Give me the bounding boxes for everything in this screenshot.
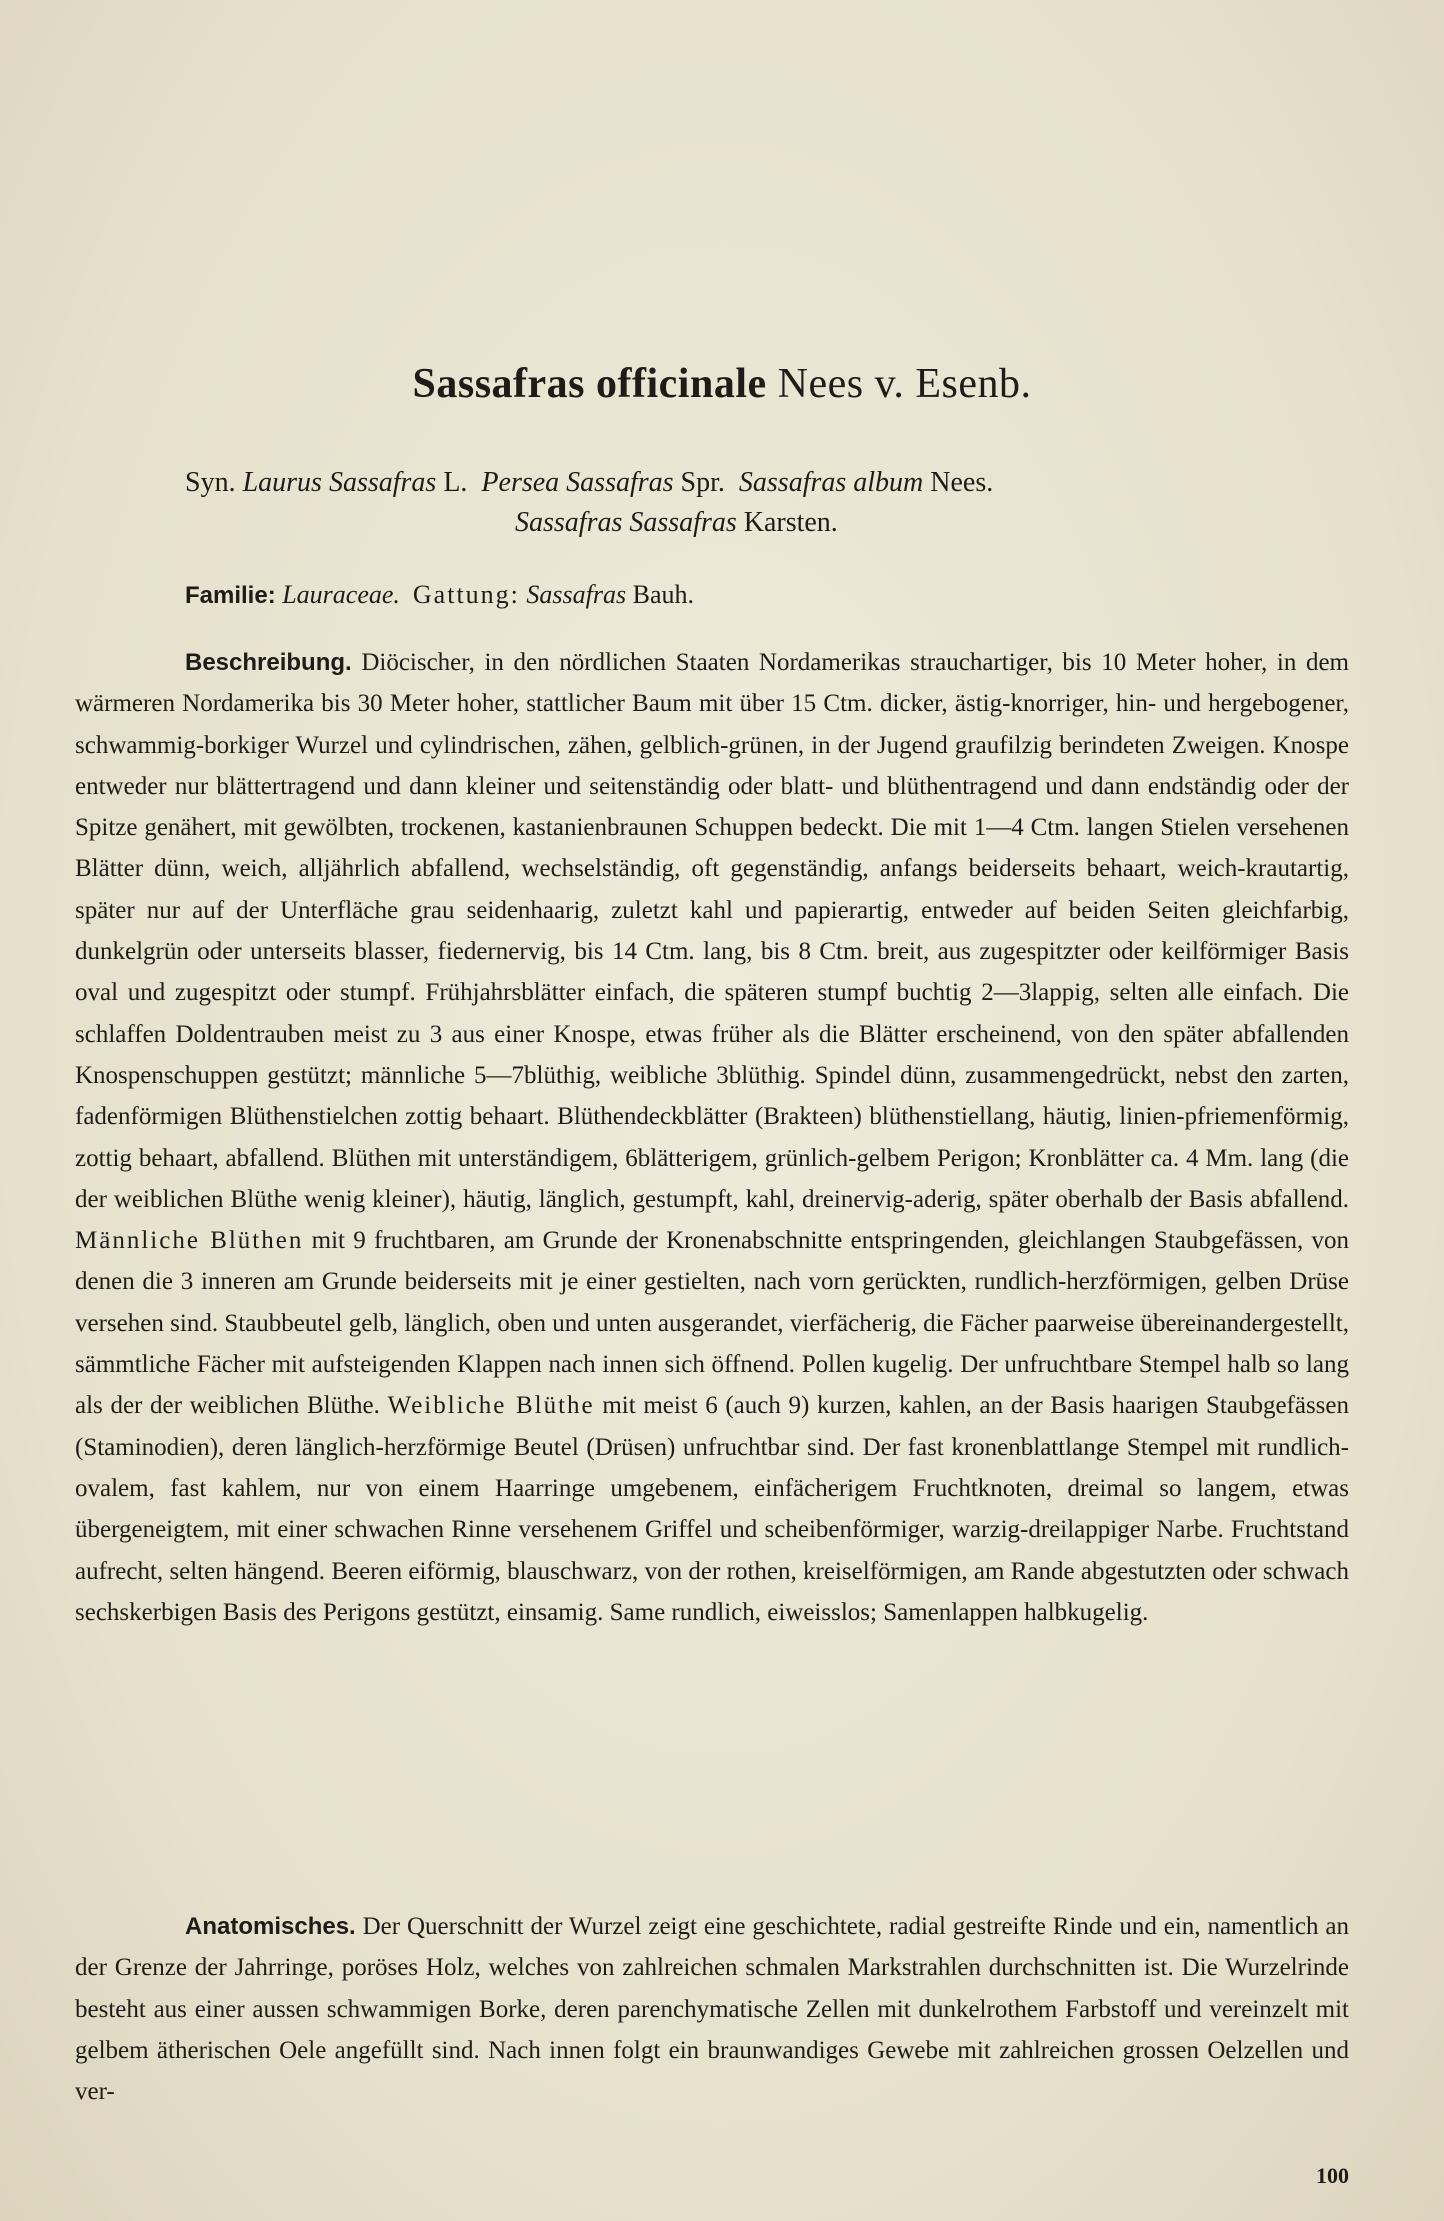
syn-name: Laurus Sassafras bbox=[242, 467, 437, 498]
syn-author: Karsten. bbox=[743, 507, 838, 538]
syn-author: Spr. bbox=[680, 467, 725, 498]
description-heading: Beschreibung. bbox=[185, 649, 352, 676]
family-line bbox=[185, 580, 1285, 610]
syn-name: Sassafras album bbox=[738, 467, 924, 498]
genus-label: Gattung: bbox=[412, 580, 520, 609]
description-text: mit meist 6 (auch 9) kurzen, kahlen, an der Basis haarigen Staubgefässen (Staminodien), deren länglich-herzförmige Beutel (Drüsen) unfruchtbar sind. Der fast kronenblattlange Stempel mit rundlich-ovalem, fast kahlem, nur von einem Haarringe umgebenem, einfächerigem Fruchtknoten, dreimal so langem, etwas übergeneigtem, mit einer schwachen Rinne versehenem Griffel und scheibenförmiger, warzig-dreilappiger Narbe. Fruchtstand aufrecht, selten hängend. Beeren eiförmig, blauschwarz, von der rothen, kreiselförmigen, am Rande abgestutzten oder schwach sechskerbigen Basis des Perigons gestützt, einsamig. Same rundlich, eiweisslos; Samenlappen halbkugelig. bbox=[75, 1392, 1350, 1626]
family-label: Familie: bbox=[185, 582, 276, 609]
genus-author: Bauh. bbox=[632, 580, 694, 609]
description-text: Diöcischer, in den nördlichen Staaten Nordamerikas strauchartiger, bis 10 Meter hoher, in dem wärmeren Nordamerika bis 30 Meter hoher, stattlicher Baum mit über 15 Ctm. dicker, ästig-knorriger, hin- und hergebogener, schwammig-borkiger Wurzel und cylindrischen, zähen, gelblich-grünen, in der Jugend graufilzig berindeten Zweigen. Knospe entweder nur blättertragend und dann kleiner und seitenständig oder blatt- und blüthentragend und dann endständig oder der Spitze genähert, mit gewölbten, trockenen, kastanienbraunen Schuppen bedeckt. Die mit 1—4 Ctm. langen Stielen versehenen Blätter dünn, weich, alljährlich abfallend, wechselständig, oft gegenständig, anfangs beiderseits behaart, weich-krautartig, später nur auf der Unterfläche grau seidenhaarig, zuletzt kahl und papierartig, entweder auf beiden Seiten gleichfarbig, dunkelgrün oder unterseits blasser, fiedernervig, bis 14 Ctm. lang, bis 8 Ctm. breit, aus zugespitzter oder keilförmiger Basis oval und zugespitzt oder stumpf. Frühjahrsblätter einfach, die späteren stumpf buchtig 2—3lappig, selten alle einfach. Die schlaffen Doldentrauben meist zu 3 aus einer Knospe, etwas früher als die Blätter erscheinend, von den später abfallenden Knospenschuppen gestützt; männliche 5—7blüthig, weibliche 3blüthig. Spindel dünn, zusammengedrückt, nebst den zarten, fadenförmigen Blüthenstielchen zottig behaart. Blüthendeckblätter (Brakteen) blüthenstiellang, häutig, linien-pfriemenförmig, zottig behaart, abfallend. Blüthen mit unterständigem, 6blätterigem, grünlich-gelbem Perigon; Kronblätter ca. 4 Mm. lang (die der weiblichen Blüthe wenig kleiner), häutig, länglich, gestumpft, kahl, dreinervig-aderig, später oberhalb der Basis abfallend. bbox=[75, 649, 1349, 1213]
syn-author: Nees. bbox=[930, 467, 994, 498]
female-flower-label: Weibliche Blüthe bbox=[387, 1392, 595, 1420]
syn-line-2 bbox=[185, 503, 1325, 543]
male-flowers-label: Männliche Blüthen bbox=[75, 1227, 304, 1255]
syn-name: Sassafras Sassafras bbox=[515, 507, 737, 538]
page-number: 100 bbox=[1316, 2163, 1349, 2188]
species-title bbox=[0, 360, 1444, 408]
title-author: Nees v. Esenb. bbox=[777, 361, 1032, 407]
synonyms bbox=[185, 463, 1325, 543]
family-value: Lauraceae. bbox=[282, 580, 400, 609]
anatomy-section bbox=[75, 1906, 1349, 2112]
syn-prefix: Syn. bbox=[185, 467, 236, 498]
syn-name: Persea Sassafras bbox=[481, 467, 674, 498]
description-text: mit 9 fruchtbaren, am Grunde der Kronenabschnitte entspringenden, gleichlangen Staubgefässen, von denen die 3 inneren am Grunde beiderseits mit je einer gestielten, nach vorn gerückten, rundlich-herzförmigen, gelben Drüse versehen sind. Staubbeutel gelb, länglich, oben und unten ausgerandet, vierfächerig, die Fächer paarweise übereinandergestellt, sämmtliche Fächer mit aufsteigenden Klappen nach innen sich öffnend. Pollen kugelig. Der unfruchtbare Stempel halb so lang als der der weiblichen Blüthe. bbox=[75, 1227, 1349, 1420]
anatomy-heading: Anatomisches. bbox=[185, 1913, 356, 1940]
description-section bbox=[75, 642, 1349, 1633]
syn-author: L. bbox=[443, 467, 468, 498]
genus-value: Sassafras bbox=[526, 580, 627, 609]
title-species-name: Sassafras officinale bbox=[412, 361, 767, 407]
anatomy-text: Der Querschnitt der Wurzel zeigt eine geschichtete, radial gestreifte Rinde und ein, namentlich an der Grenze der Jahrringe, poröses Holz, welches von zahlreichen schmalen Markstrahlen durchschnitten ist. Die Wurzelrinde besteht aus einer aussen schwammigen Borke, deren parenchymatische Zellen mit dunkelrothem Farbstoff und vereinzelt mit gelbem ätherischen Oele angefüllt sind. Nach innen folgt ein braunwandiges Gewebe mit zahlreichen grossen Oelzellen und ver- bbox=[75, 1913, 1349, 2106]
